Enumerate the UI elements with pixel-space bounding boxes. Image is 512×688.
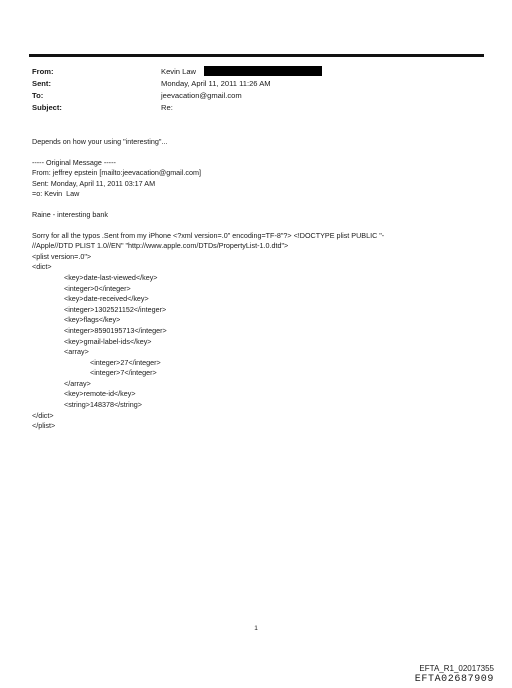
typo-line-1: Sorry for all the typos .Sent from my iPhone <?xml version=.0" encoding=TF-8"?> <!DOCTYPE plist PUBLIC "- xyxy=(32,230,385,240)
sent-value: Monday, April 11, 2011 11:26 AM xyxy=(161,79,271,88)
header-rule xyxy=(29,54,484,57)
spacer xyxy=(32,148,482,158)
to-value: jeevacation@gmail.com xyxy=(161,91,242,100)
key-date-received: <key>date-received</key> xyxy=(64,294,149,304)
integer-27: <integer>27</integer> xyxy=(90,357,161,367)
typo-line-2: //Apple//DTD PLIST 1.0//EN" "http://www.apple.com/DTDs/PropertyList-1.0.dtd"> xyxy=(32,241,289,251)
array-open: <array> xyxy=(64,347,89,357)
from-value: Kevin Law xyxy=(161,67,197,76)
dict-close: </dict> xyxy=(32,410,54,420)
subject-label: Subject: xyxy=(32,103,62,112)
original-from: From: jeffrey epstein [mailto:jeevacation@gmail.com] xyxy=(32,168,201,178)
spacer xyxy=(32,200,482,210)
integer-flags: <integer>8590195713</integer> xyxy=(64,325,167,335)
key-date-last-viewed: <key>date-last-viewed</key> xyxy=(64,272,158,282)
string-remote-id: <string>148378</string> xyxy=(64,400,142,410)
key-gmail-label-ids: <key>gmail-label-ids</key> xyxy=(64,336,152,346)
dict-open: <dict> xyxy=(32,262,52,272)
original-subject-line: Raine - interesting bank xyxy=(32,209,108,219)
page-number: 1 xyxy=(254,625,258,632)
from-label: From: xyxy=(32,67,54,76)
to-label: To: xyxy=(32,91,44,100)
key-flags: <key>flags</key> xyxy=(64,315,121,325)
original-to: =o: Kevin Law xyxy=(32,189,80,199)
original-sent: Sent: Monday, April 11, 2011 03:17 AM xyxy=(32,178,156,188)
integer-zero: <integer>0</integer> xyxy=(64,283,131,293)
reply-text: Depends on how your using "interesting"... xyxy=(32,137,168,146)
subject-value: Re: xyxy=(161,103,173,112)
redaction-bar xyxy=(204,66,322,76)
integer-received: <integer>1302521152</integer> xyxy=(64,304,167,314)
email-body xyxy=(32,137,482,432)
sent-label: Sent: xyxy=(32,79,51,88)
plist-open: <plist version=.0"> xyxy=(32,251,92,261)
array-close: </array> xyxy=(64,378,91,388)
spacer xyxy=(32,221,482,231)
plist-close: </plist> xyxy=(32,421,56,431)
bates-number-secondary: EFTA02687909 xyxy=(414,674,494,685)
integer-7: <integer>7</integer> xyxy=(90,368,157,378)
bates-number-primary: EFTA_R1_02017355 xyxy=(419,664,494,673)
key-remote-id: <key>remote-id</key> xyxy=(64,389,136,399)
original-message-marker: ----- Original Message ----- xyxy=(32,157,116,167)
